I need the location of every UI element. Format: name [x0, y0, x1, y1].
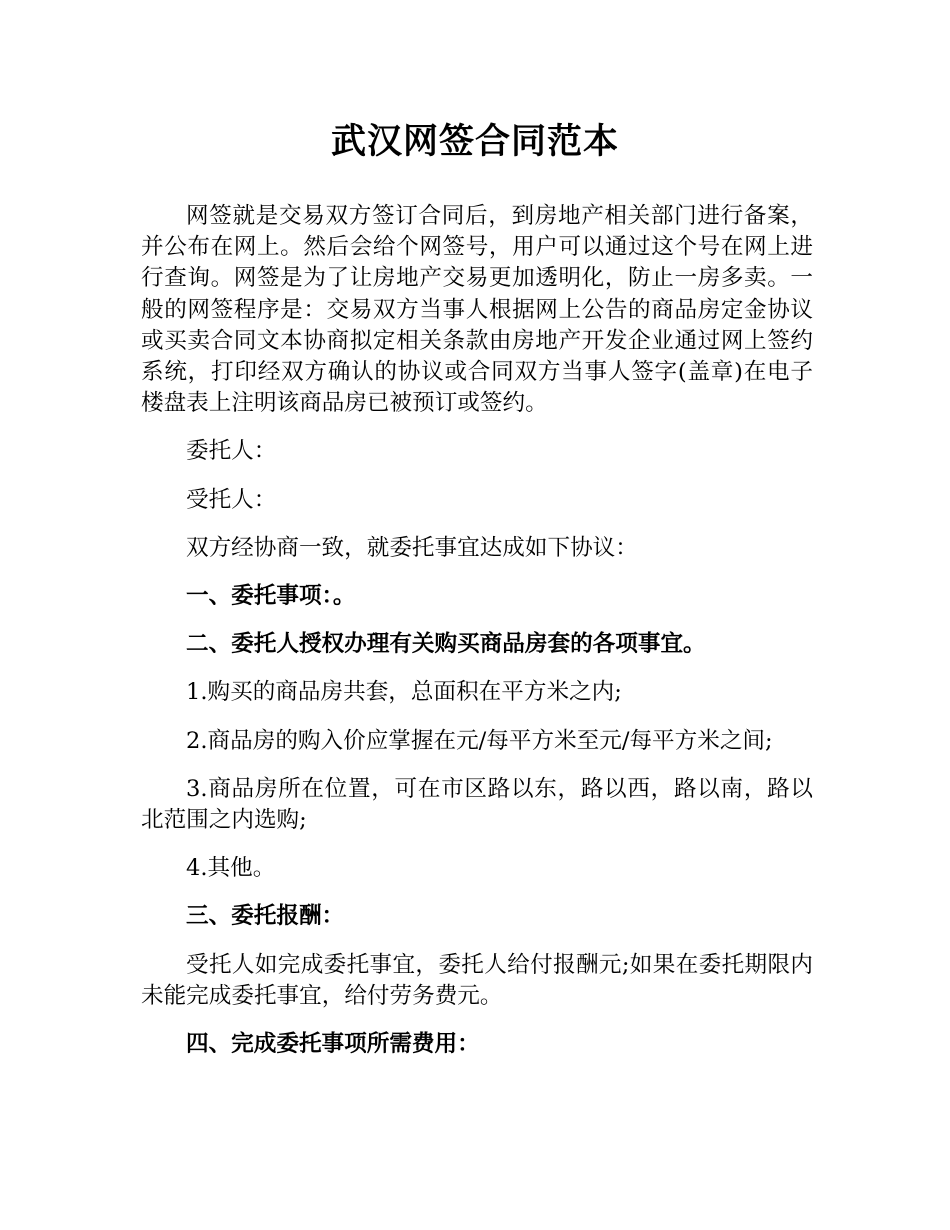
clause-item-4: 4.其他。 [186, 855, 276, 882]
section-heading-3: 三、委托报酬： [186, 903, 345, 930]
section-heading-4: 四、完成委托事项所需费用： [186, 1031, 480, 1058]
intro-paragraph: 网签就是交易双方签订合同后，到房地产相关部门进行备案，并公布在网上。然后会给个网签号，用户可以通过这个号在网上进行查询。网签是为了让房地产交易更加透明化，防止一房多卖。一般的网签程序是：交易双方当事人根据网上公告的商品房定金协议或买卖合同文本协商拟定相关条款由房地产开发企业通过网上签约系统，打印经双方确认的协议或合同双方当事人签字(盖章)在电子楼盘表上注明该商品房已被预订或签约。 [141, 203, 813, 417]
agreement-intro: 双方经协商一致，就委托事宜达成如下协议： [186, 534, 638, 561]
clause-item-3: 3.商品房所在位置，可在市区路以东，路以西，路以南，路以北范围之内选购; [141, 775, 813, 834]
clause-item-2: 2.商品房的购入价应掌握在元/每平方米至元/每平方米之间; [186, 727, 773, 754]
document-body [141, 201, 813, 1060]
agent-line: 受托人： [186, 486, 277, 513]
clause-item-1: 1.购买的商品房共套，总面积在平方米之内; [186, 679, 622, 706]
principal-line: 委托人： [186, 438, 277, 465]
section-heading-1: 一、委托事项：。 [186, 583, 356, 610]
remuneration-paragraph: 受托人如完成委托事宜，委托人给付报酬元;如果在委托期限内未能完成委托事宜，给付劳务费元。 [141, 951, 813, 1009]
section-heading-2: 二、委托人授权办理有关购买商品房套的各项事宜。 [186, 631, 706, 658]
document-title: 武汉网签合同范本 [330, 122, 619, 162]
